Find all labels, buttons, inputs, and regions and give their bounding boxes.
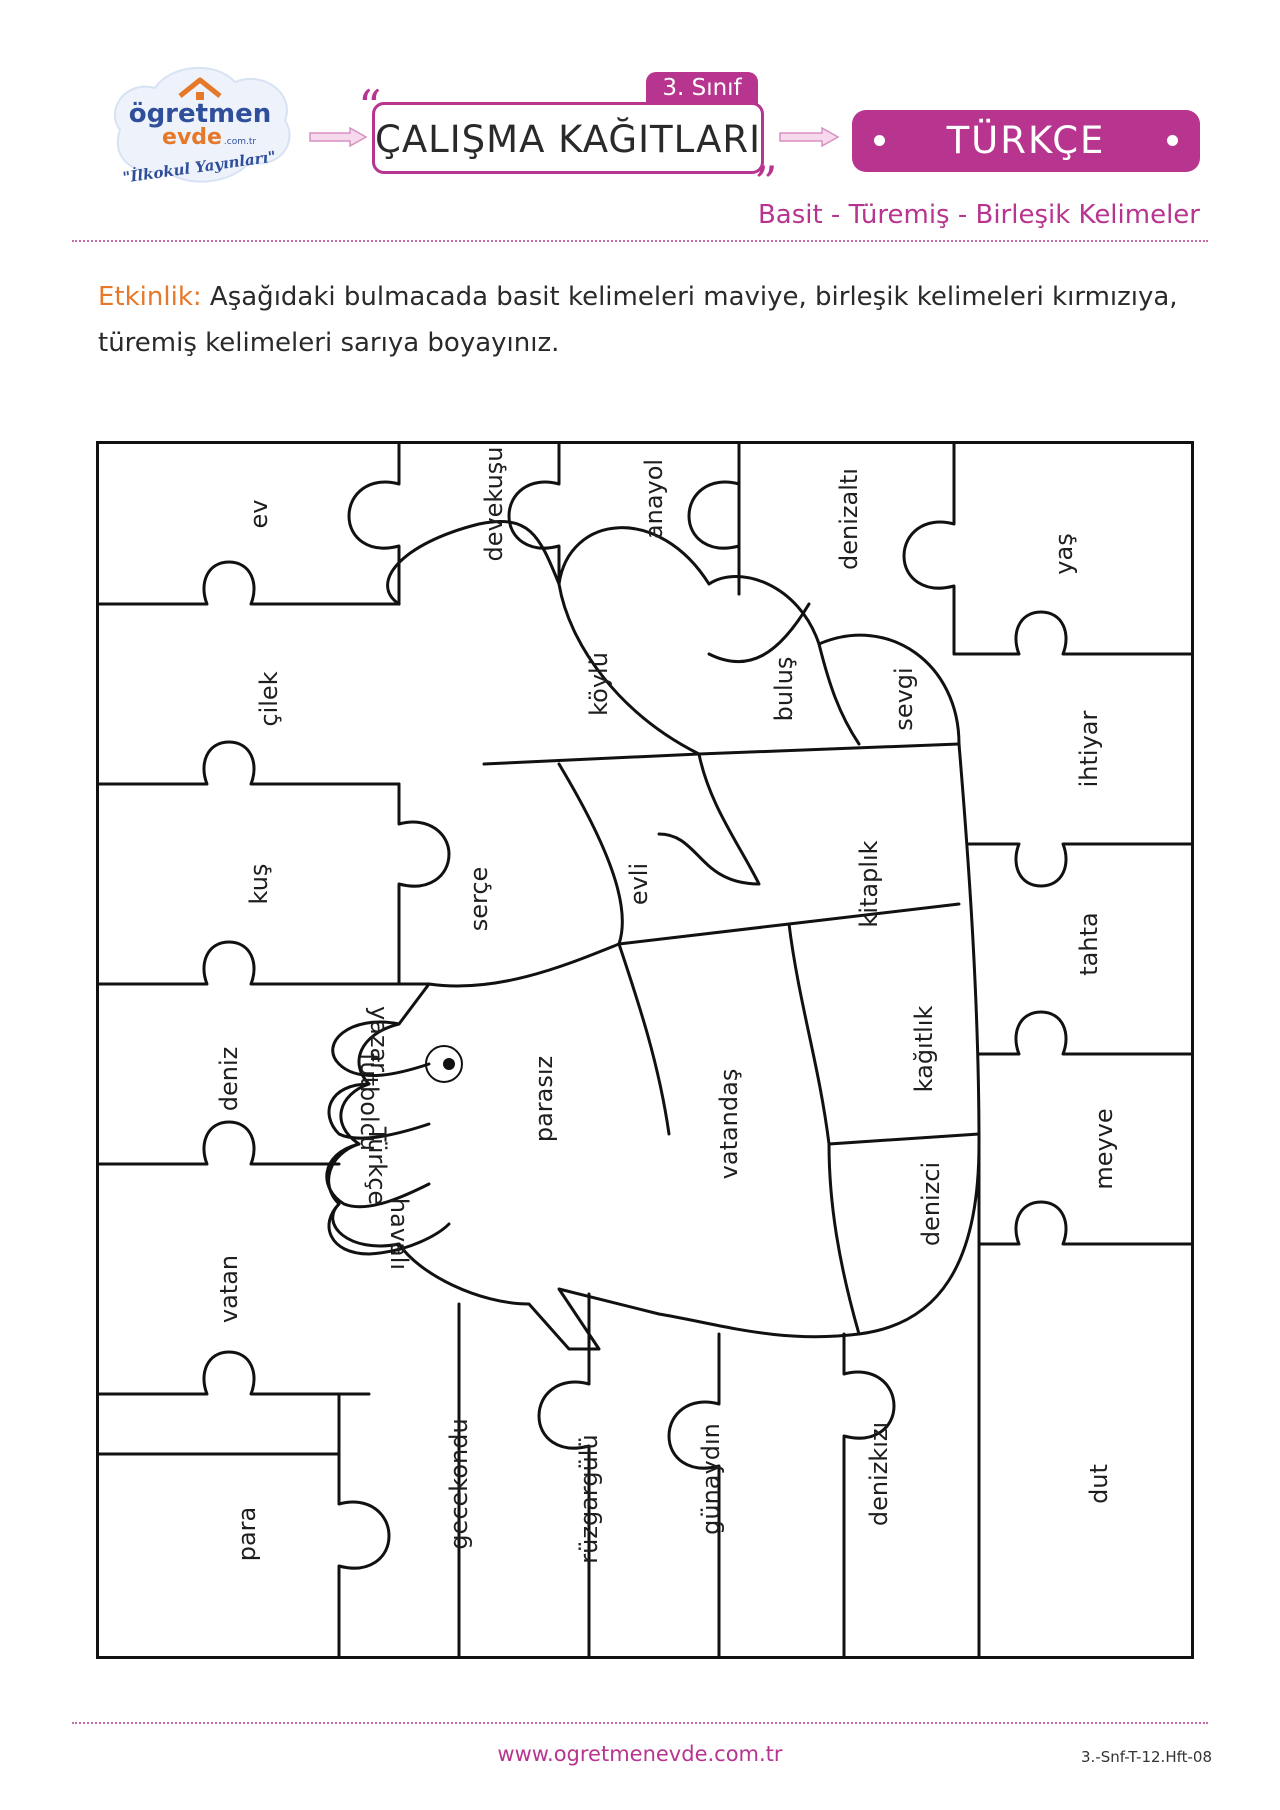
instruction-text: Aşağıdaki bulmacada basit kelimeleri maviye, birleşik kelimeleri kırmızıya, türemiş kelimeleri sarıya boyayınız. (98, 282, 1178, 358)
page-title: ÇALIŞMA KAĞITLARI (375, 118, 762, 161)
title-box (372, 102, 764, 174)
word-deniz: deniz (215, 1046, 243, 1112)
word-vatandas: vatandaş (715, 1068, 743, 1180)
eye-icon (99, 444, 1191, 1656)
word-dut: dut (1085, 1464, 1113, 1504)
word-kitaplik: kitaplık (855, 840, 883, 928)
subject-badge (852, 110, 1200, 172)
word-ihtiyar: ihtiyar (1075, 710, 1103, 788)
word-denizalti: denizaltı (835, 468, 863, 570)
logo-sub: evde (162, 125, 222, 150)
dot-icon (874, 135, 885, 146)
divider (72, 240, 1208, 242)
puzzle (96, 441, 1194, 1659)
word-futbolcu: futbolcu (355, 1052, 383, 1152)
word-serce: serçe (465, 866, 493, 932)
word-meyve: meyve (1090, 1108, 1118, 1190)
word-vatan: vatan (215, 1254, 243, 1324)
word-para: para (233, 1506, 261, 1562)
word-yas: yaş (1050, 533, 1078, 575)
arrow-icon (778, 126, 840, 148)
instruction-label: Etkinlik: (98, 282, 202, 312)
divider (72, 1722, 1208, 1724)
word-anayol: anayol (640, 458, 668, 540)
footer-url[interactable]: www.ogretmenevde.com.tr (497, 1742, 783, 1766)
instruction (98, 274, 1188, 366)
word-kagitlik: kağıtlık (910, 1005, 938, 1093)
word-ev: ev (245, 499, 273, 529)
word-bulus: buluş (770, 656, 798, 722)
subject-label: TÜRKÇE (946, 119, 1106, 162)
word-sevgi: sevgi (890, 667, 918, 731)
word-yazar: yazar (365, 1005, 393, 1073)
logo (100, 60, 300, 200)
word-parasiz: parasız (530, 1055, 558, 1143)
word-denizci: denizci (917, 1161, 945, 1247)
word-gunaydin: günaydın (697, 1423, 725, 1535)
word-ruzgargulu: rüzgargülü (575, 1434, 603, 1564)
word-denizkizi: denizkızı (865, 1421, 893, 1527)
dot-icon (1167, 135, 1178, 146)
word-havali: havalı (385, 1197, 413, 1271)
word-turkce: Türkçe (363, 1126, 391, 1206)
word-kus: kuş (245, 863, 273, 905)
word-tahta: tahta (1075, 912, 1103, 976)
quote-open-icon: “ (358, 80, 382, 134)
topic-title: Basit - Türemiş - Birleşik Kelimeler (757, 200, 1200, 230)
grade-tag: 3. Sınıf (646, 72, 758, 104)
logo-tagline: "İlkokul Yayınları" (121, 147, 278, 187)
word-cilek: çilek (255, 671, 283, 727)
logo-domain: .com.tr (223, 137, 257, 147)
word-gecekondu: gecekondu (445, 1418, 473, 1550)
footer-code: 3.-Snf-T-12.Hft-08 (1081, 1748, 1212, 1766)
quote-close-icon: ” (754, 156, 778, 210)
word-evli: evli (625, 862, 653, 906)
word-devekusu: devekuşu (480, 446, 508, 562)
logo-name: ögretmen (128, 99, 272, 129)
word-koylu: köylü (585, 652, 613, 716)
